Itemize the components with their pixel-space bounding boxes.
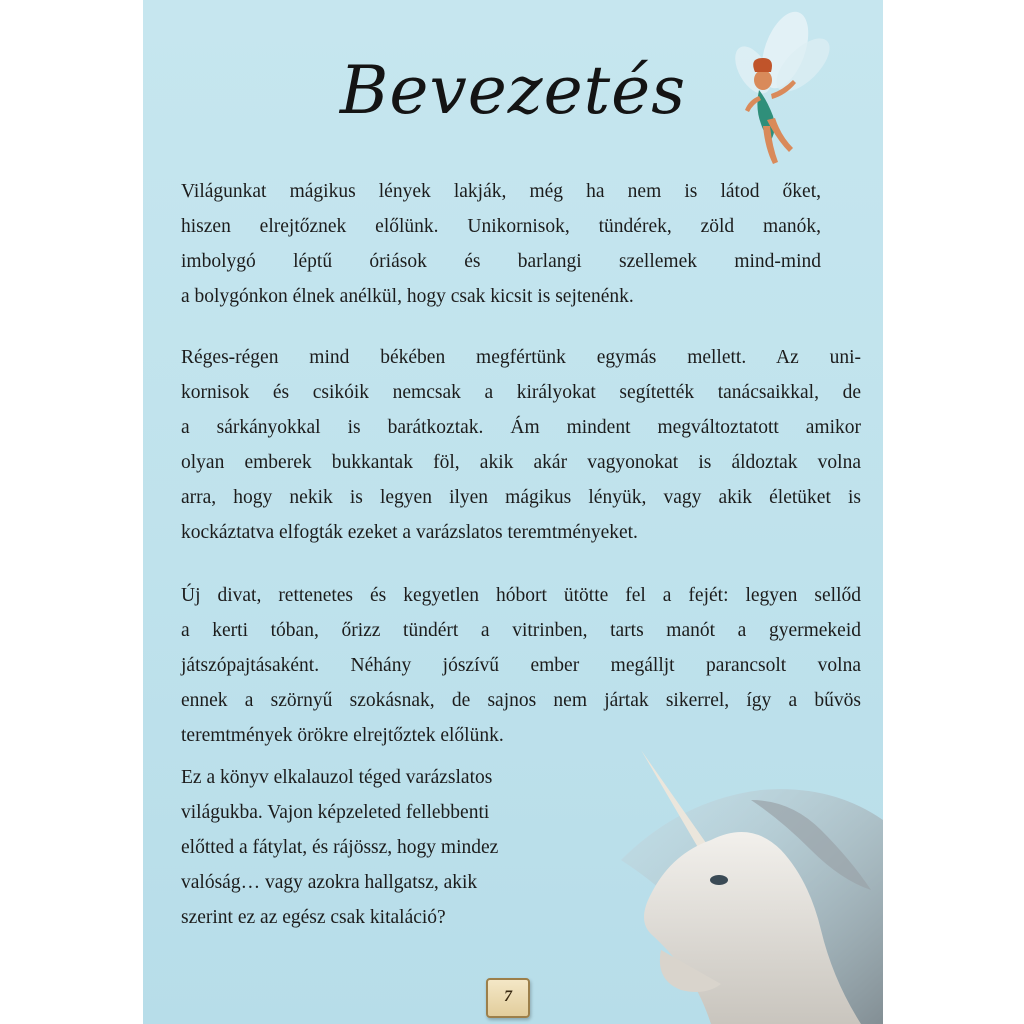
text-line: olyan emberek bukkantak föl, akik akár vagyonokat is áldoztak volna <box>181 452 861 473</box>
text-line: teremtmények örökre elrejtőztek előlünk. <box>181 725 504 746</box>
paragraph-3 <box>181 578 861 753</box>
text-line: arra, hogy nekik is legyen ilyen mágikus lényük, vagy akik életüket is <box>181 487 861 508</box>
text-line: világukba. Vajon képzeleted fellebbenti <box>181 802 490 823</box>
text-line: hiszen elrejtőznek előlünk. Unikornisok, tündérek, zöld manók, <box>181 216 821 237</box>
text-line: kornisok és csikóik nemcsak a királyokat segítették tanácsaikkal, de <box>181 382 861 403</box>
paragraph-2 <box>181 340 861 550</box>
text-line: Új divat, rettenetes és kegyetlen hóbort ütötte fel a fejét: legyen sellőd <box>181 585 861 606</box>
book-page <box>143 0 883 1024</box>
text-line: Ez a könyv elkalauzol téged varázslatos <box>181 767 493 788</box>
text-line: a bolygónkon élnek anélkül, hogy csak kicsit is sejtenénk. <box>181 286 634 307</box>
text-line: ennek a szörnyű szokásnak, de sajnos nem jártak sikerrel, így a bűvös <box>181 690 861 711</box>
text-line: kockáztatva elfogták ezeket a varázslatos teremtményeket. <box>181 522 638 543</box>
text-line: a sárkányokkal is barátkoztak. Ám mindent megváltoztatott amikor <box>181 417 861 438</box>
unicorn-illustration <box>601 740 883 1024</box>
paragraph-4 <box>181 760 561 935</box>
text-line: előtted a fátylat, és rájössz, hogy mindez <box>181 837 499 858</box>
paragraph-1 <box>181 174 821 314</box>
text-line: valóság… vagy azokra hallgatsz, akik <box>181 872 478 893</box>
text-line: játszópajtásaként. Néhány jószívű ember megálljt parancsolt volna <box>181 655 861 676</box>
text-line: szerint ez az egész csak kitaláció? <box>181 907 446 928</box>
page-title: Bevezetés <box>339 52 687 129</box>
text-line: Világunkat mágikus lények lakják, még ha nem is látod őket, <box>181 181 821 202</box>
text-line: a kerti tóban, őrizz tündért a vitrinben, tarts manót a gyermekeid <box>181 620 861 641</box>
text-line: imbolygó léptű óriások és barlangi szellemek mind-mind <box>181 251 821 272</box>
text-line: Réges-régen mind békében megfértünk egymás mellett. Az uni- <box>181 347 861 368</box>
page-number: 7 <box>486 978 530 1018</box>
